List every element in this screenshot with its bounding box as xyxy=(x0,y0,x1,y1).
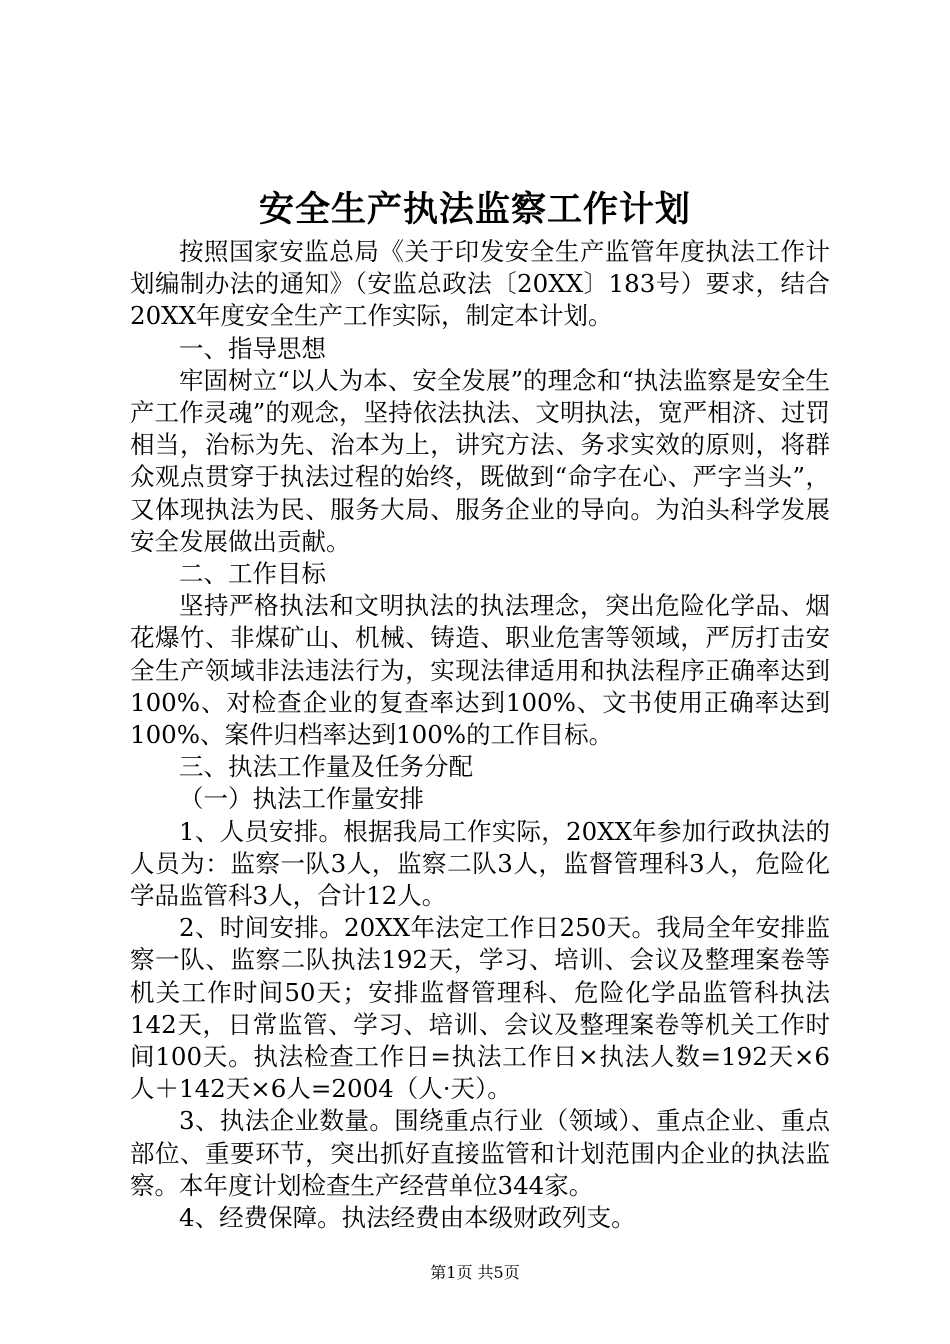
section-heading-work-goals: 二、工作目标 xyxy=(179,559,326,589)
list-item-time: 2、时间安排。20XX年法定工作日250天。我局全年安排监察一队、监察二队执法192天，学习、培训、会议及整理案卷等机关工作时间50天；安排监督管理科、危险化学品监管科执法142天，日常监管、学习、培训、会议及整理案卷等机关工作时间100天。执法检查工作日=执法工作日×执法人数=192天×6人＋142天×6人=2004（人·天）。 xyxy=(130,913,830,1104)
body-paragraph: 牢固树立“以人为本、安全发展”的理念和“执法监察是安全生产工作灵魂”的观念，坚持依法执法、文明执法，宽严相济、过罚相当，治标为先、治本为上，讲究方法、务求实效的原则，将群众观点贯穿于执法过程的始终，既做到“命字在心、严字当头”，又体现执法为民、服务大局、服务企业的导向。为泊头科学发展安全发展做出贡献。 xyxy=(130,365,830,556)
document-title: 安全生产执法监察工作计划 xyxy=(258,189,691,230)
page-number-footer: 第1页 共5页 xyxy=(430,1263,520,1282)
subsection-heading: （一）执法工作量安排 xyxy=(179,784,424,814)
section-heading-guiding-principle: 一、指导思想 xyxy=(179,333,326,363)
document-body xyxy=(130,236,830,1234)
intro-paragraph: 按照国家安监总局《关于印发安全生产监管年度执法工作计划编制办法的通知》（安监总政法〔20XX〕183号）要求，结合20XX年度安全生产工作实际，制定本计划。 xyxy=(130,237,830,331)
body-paragraph: 坚持严格执法和文明执法的执法理念，突出危险化学品、烟花爆竹、非煤矿山、机械、铸造、职业危害等领域，严厉打击安全生产领域非法违法行为，实现法律适用和执法程序正确率达到100%、对检查企业的复查率达到100%、文书使用正确率达到100%、案件归档率达到100%的工作目标。 xyxy=(130,591,830,750)
list-item-funding: 4、经费保障。执法经费由本级财政列支。 xyxy=(179,1203,636,1233)
list-item-personnel: 1、人员安排。根据我局工作实际，20XX年参加行政执法的人员为：监察一队3人，监察二队3人，监督管理科3人，危险化学品监管科3人，合计12人。 xyxy=(130,816,830,911)
section-heading-workload: 三、执法工作量及任务分配 xyxy=(179,752,473,782)
list-item-enterprises: 3、执法企业数量。围绕重点行业（领域）、重点企业、重点部位、重要环节，突出抓好直接监管和计划范围内企业的执法监察。本年度计划检查生产经营单位344家。 xyxy=(130,1106,830,1200)
